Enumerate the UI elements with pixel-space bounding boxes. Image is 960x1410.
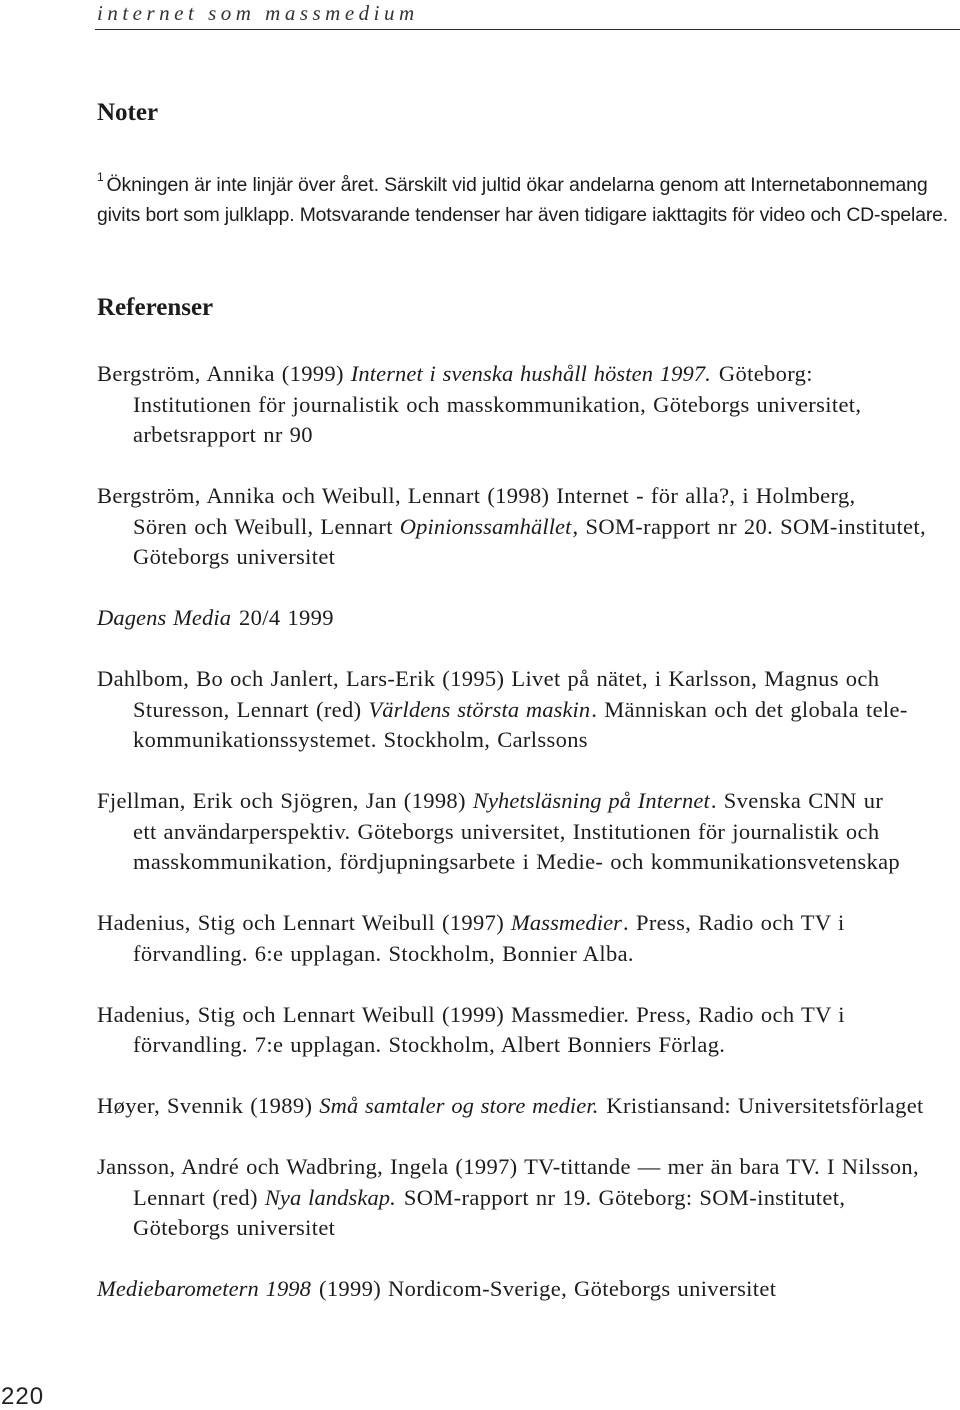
reference-text: . Människan och det globala tele- xyxy=(591,696,908,722)
reference-text: förvandling. 6:e upplagan. Stockholm, Bonnier Alba. xyxy=(133,940,634,966)
reference-line xyxy=(97,359,813,390)
reference-entry xyxy=(97,359,926,451)
reference-line xyxy=(97,664,879,695)
reference-title: Världens största maskin xyxy=(368,696,591,722)
reference-line xyxy=(97,603,334,634)
reference-line xyxy=(97,1213,335,1244)
reference-text: Göteborgs universitet xyxy=(133,1215,336,1240)
reference-text: Kristiansand: Universitetsförlaget xyxy=(599,1093,924,1118)
reference-line xyxy=(97,420,313,451)
reference-text: Bergström, Annika (1999) xyxy=(97,361,351,386)
reference-entry xyxy=(97,603,926,634)
reference-text: Sturesson, Lennart (red) xyxy=(133,696,369,722)
header-rule xyxy=(95,29,960,30)
reference-line xyxy=(97,1000,845,1031)
reference-entry xyxy=(97,1152,926,1244)
reference-text: Høyer, Svennik (1989) xyxy=(97,1093,320,1118)
footnote-text: givits bort som julklapp. Motsvarande tendenser har även tidigare iakttagits för video och CD-spelare. xyxy=(97,204,948,226)
reference-line xyxy=(97,725,588,756)
reference-text: ett användarperspektiv. Göteborgs universitet, Institutionen för journalistik och xyxy=(133,818,880,844)
reference-line xyxy=(97,1274,776,1305)
reference-text: Dahlbom, Bo och Janlert, Lars-Erik (1995) Livet på nätet, i Karlsson, Magnus och xyxy=(97,666,880,691)
reference-line xyxy=(97,1091,924,1122)
reference-entry xyxy=(97,664,926,756)
reference-text: 20/4 1999 xyxy=(232,605,334,630)
running-header-title: internet som massmedium xyxy=(97,1,419,25)
reference-text: Hadenius, Stig och Lennart Weibull (1997) xyxy=(97,910,512,935)
reference-line xyxy=(97,695,908,726)
reference-text: (1999) Nordicom-Sverige, Göteborgs universitet xyxy=(312,1276,777,1301)
references-section xyxy=(97,359,926,1335)
reference-text: . Svenska CNN ur xyxy=(710,788,884,813)
reference-title: Dagens Media xyxy=(97,605,232,630)
reference-text: Jansson, André och Wadbring, Ingela (1997) TV-tittande — mer än bara TV. I Nilsson, xyxy=(97,1154,919,1179)
reference-text: Lennart (red) xyxy=(133,1184,265,1210)
reference-text: arbetsrapport nr 90 xyxy=(133,422,313,447)
reference-text: Sören och Weibull, Lennart xyxy=(133,513,400,539)
reference-entry xyxy=(97,1274,926,1305)
reference-text: Hadenius, Stig och Lennart Weibull (1999) Massmedier. Press, Radio och TV i xyxy=(97,1001,845,1027)
references-heading: Referenser xyxy=(97,294,214,321)
notes-section xyxy=(97,170,954,230)
reference-line xyxy=(97,512,926,543)
reference-line xyxy=(97,542,335,573)
footnote-text: Ökningen är inte linjär över året. Särskilt vid jultid ökar andelarna genom att Internetabonnemang xyxy=(106,174,928,196)
reference-text: Göteborg: xyxy=(711,361,813,386)
reference-text: kommunikationssystemet. Stockholm, Carlssons xyxy=(133,727,588,752)
reference-line xyxy=(97,481,856,512)
reference-title: Små samtaler og store medier. xyxy=(319,1093,599,1118)
reference-entry xyxy=(97,786,926,878)
reference-title: Internet i svenska hushåll hösten 1997. xyxy=(350,361,711,386)
reference-line xyxy=(97,1152,919,1183)
reference-text: . Press, Radio och TV i xyxy=(623,910,845,935)
footnote-line xyxy=(97,170,928,200)
reference-title: Massmedier xyxy=(511,910,623,935)
reference-entry xyxy=(97,1000,926,1061)
reference-line xyxy=(97,1183,845,1214)
notes-heading: Noter xyxy=(97,99,159,126)
reference-text: masskommunikation, fördjupningsarbete i Medie- och kommunikationsvetenskap xyxy=(133,849,901,874)
reference-line xyxy=(97,390,861,421)
reference-title: Opinionssamhället xyxy=(399,513,572,539)
reference-line xyxy=(97,1030,725,1061)
reference-text: förvandling. 7:e upplagan. Stockholm, Albert Bonniers Förlag. xyxy=(133,1032,726,1057)
reference-title: Mediebarometern 1998 xyxy=(97,1276,311,1301)
reference-text: Bergström, Annika och Weibull, Lennart (1998) Internet - för alla?, i Holmberg, xyxy=(97,483,856,508)
reference-text: Fjellman, Erik och Sjögren, Jan (1998) xyxy=(97,788,473,813)
footnote xyxy=(97,170,954,230)
footnote-marker: 1 xyxy=(97,170,104,184)
reference-text: , SOM-rapport nr 20. SOM-institutet, xyxy=(572,513,926,539)
reference-line xyxy=(97,908,845,939)
reference-title: Nya landskap. xyxy=(264,1184,396,1210)
reference-line xyxy=(97,817,879,848)
reference-line xyxy=(97,786,883,817)
footnote-line xyxy=(97,200,948,230)
reference-text: SOM-rapport nr 19. Göteborg: SOM-institutet, xyxy=(396,1184,846,1210)
reference-entry xyxy=(97,481,926,573)
page-number: 220 xyxy=(1,1383,45,1410)
reference-title: Nyhetsläsning på Internet xyxy=(472,788,710,813)
reference-line xyxy=(97,939,634,970)
reference-text: Institutionen för journalistik och masskommunikation, Göteborgs universitet, xyxy=(133,391,862,417)
reference-entry xyxy=(97,908,926,969)
reference-text: Göteborgs universitet xyxy=(133,544,336,569)
reference-line xyxy=(97,847,900,878)
reference-entry xyxy=(97,1091,926,1122)
